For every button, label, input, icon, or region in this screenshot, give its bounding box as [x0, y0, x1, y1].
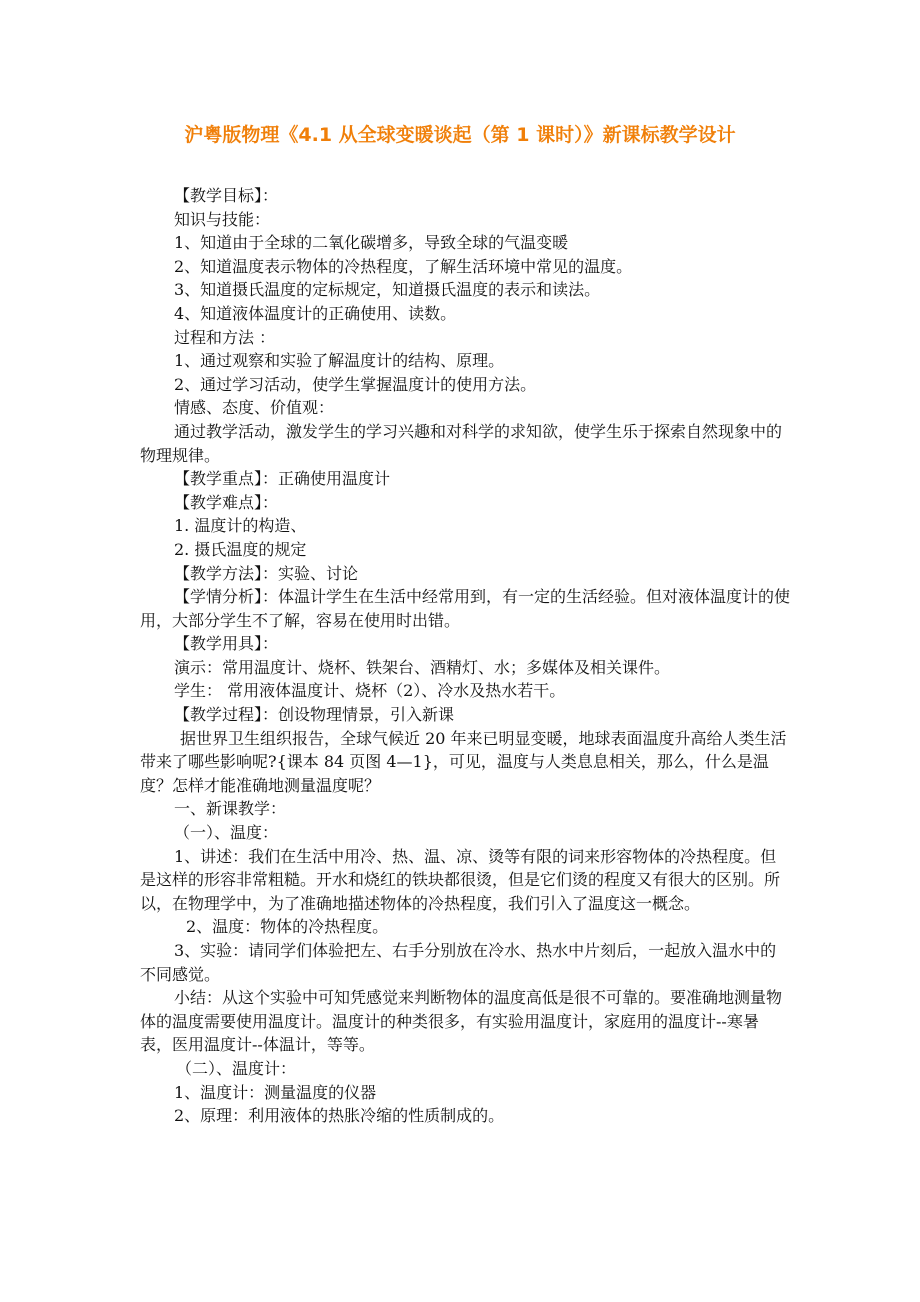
difficulty-item-2: 2. 摄氏温度的规定 [174, 539, 307, 559]
demo-tools: 演示：常用温度计、烧杯、铁架台、酒精灯、水；多媒体及相关课件。 [174, 657, 671, 677]
knowledge-item-3: 3、知道摄氏温度的定标规定，知道摄氏温度的表示和读法。 [174, 280, 601, 300]
experiment-paragraph: 3、实验：请同学们体验把左、右手分别放在冷水、热水中片刻后，一起放入温水中的不同感觉。 [140, 941, 777, 984]
document-title: 沪粤版物理《4.1 从全球变暖谈起（第 1 课时）》新课标教学设计 [184, 124, 736, 146]
knowledge-item-4: 4、知道液体温度计的正确使用、读数。 [174, 303, 457, 323]
section-objectives-heading: 【教学目标】： [174, 186, 279, 205]
difficulty-heading: 【教学难点】： [174, 492, 279, 512]
process-item-1: 1、通过观察和实验了解温度计的结构、原理。 [174, 351, 505, 371]
difficulty-item-1: 1. 温度计的构造、 [174, 516, 307, 536]
teaching-tools-heading: 【教学用具】： [174, 634, 279, 654]
thermometer-principle: 2、原理：利用液体的热胀冷缩的性质制成的。 [174, 1106, 505, 1126]
document-body [140, 184, 790, 1128]
knowledge-skills-heading: 知识与技能： [174, 209, 271, 229]
student-tools: 学生： 常用液体温度计、烧杯（2）、冷水及热水若干。 [174, 681, 566, 701]
key-point: 【教学重点】：正确使用温度计 [174, 469, 391, 489]
thermometer-definition: 1、温度计：测量温度的仪器 [174, 1082, 377, 1102]
attitude-paragraph: 通过教学活动，激发学生的学习兴趣和对科学的求知欲，使学生乐于探索自然现象中的物理规律。 [140, 421, 783, 465]
attitude-heading: 情感、态度、价值观： [174, 398, 335, 418]
process-method-heading: 过程和方法 ： [174, 327, 276, 347]
summary-paragraph: 小结：从这个实验中可知凭感觉来判断物体的温度高低是很不可靠的。要准确地测量物体的温度需要使用温度计。温度计的种类很多，有实验用温度计，家庭用的温度计--寒暑表，医用温度计--体温计，等等。 [140, 988, 783, 1055]
student-analysis: 【学情分析】：体温计学生在生活中经常用到，有一定的生活经验。但对液体温度计的使用，大部分学生不了解，容易在使用时出错。 [140, 587, 791, 630]
intro-paragraph: 据世界卫生组织报告，全球气候近 20 年来已明显变暖，地球表面温度升高给人类生活带来了哪些影响呢?{课本 84 页图 4—1}，可见，温度与人类息息相关，那么，什么是温度？怎样才能准确地测量温度呢？ [140, 728, 787, 795]
temperature-subheading: （一）、温度： [174, 823, 279, 843]
process-item-2: 2、通过学习活动，使学生掌握温度计的使用方法。 [174, 374, 537, 394]
knowledge-item-2: 2、知道温度表示物体的冷热程度，了解生活环境中常见的温度。 [174, 256, 633, 276]
lecture-paragraph: 1、讲述：我们在生活中用冷、热、温、凉、烫等有限的词来形容物体的冷热程度。但是这样的形容非常粗糙。开水和烧红的铁块都很烫，但是它们烫的程度又有很大的区别。所以，在物理学中，为了准确地描述物体的冷热程度，我们引入了温度这一概念。 [140, 846, 781, 913]
temperature-definition: 2、温度：物体的冷热程度。 [186, 917, 389, 937]
knowledge-item-1: 1、知道由于全球的二氧化碳增多，导致全球的气温变暖 [174, 233, 569, 253]
thermometer-subheading: （二）、温度计： [176, 1058, 297, 1078]
teaching-process-heading: 【教学过程】：创设物理情景，引入新课 [174, 705, 455, 725]
teaching-method: 【教学方法】：实验、讨论 [174, 563, 359, 583]
new-lesson-heading: 一、新课教学： [174, 799, 287, 819]
